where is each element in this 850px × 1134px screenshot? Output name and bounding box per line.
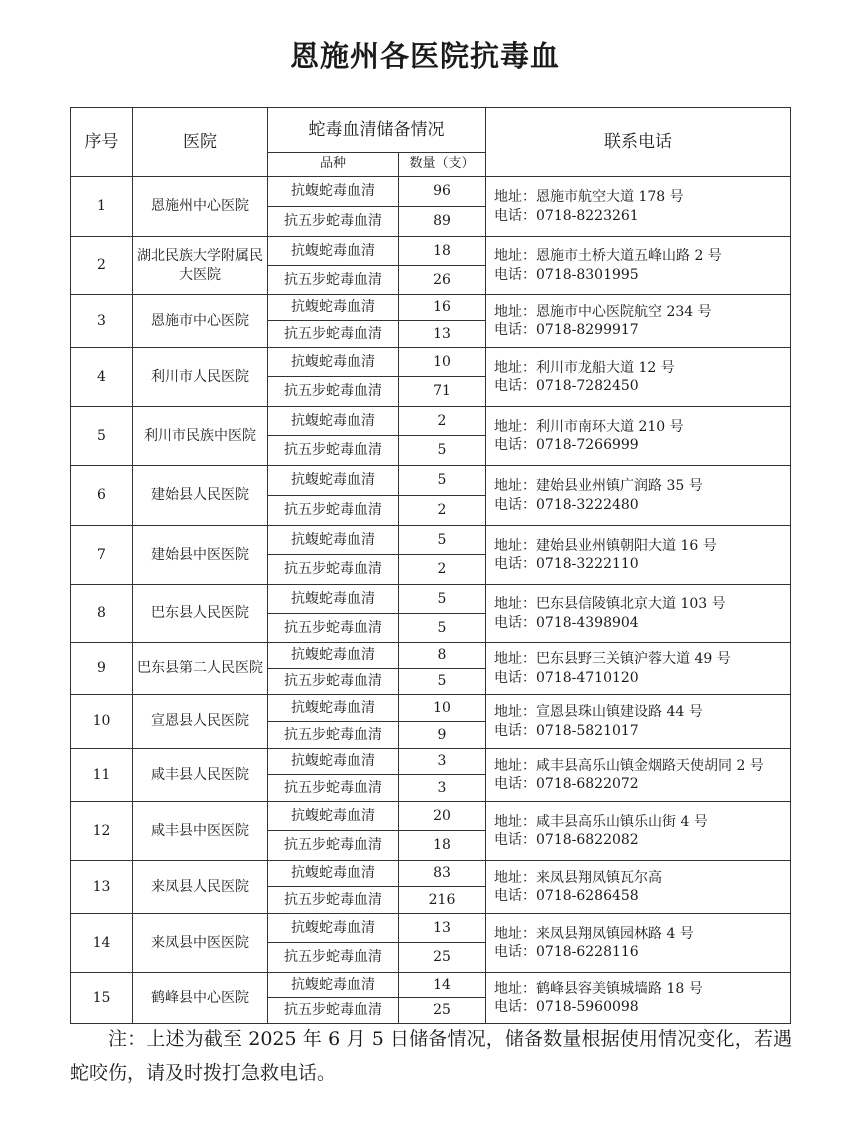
row-number: 7 [71,526,133,585]
address-text: 地址：建始县业州镇朝阳大道 16 号 [494,537,717,554]
address-text: 地址：恩施市土桥大道五峰山路 2 号 [494,248,722,265]
hospital-name: 建始县中医医院 [133,526,268,585]
phone-text: 电话：0718-3222110 [494,556,639,572]
page-title: 恩施州各医院抗毒血 [289,39,560,73]
table-row [71,348,791,377]
serum-type: 抗蝮蛇毒血清 [268,802,399,831]
hospital-name: 恩施市中心医院 [133,295,268,348]
header-quantity: 数量（支） [399,153,486,177]
contact-cell [486,802,791,861]
serum-quantity: 8 [399,643,486,669]
table-row [71,861,791,887]
serum-quantity: 5 [399,526,486,555]
hospital-name: 宣恩县人民医院 [133,695,268,749]
hospital-name: 恩施州中心医院 [133,177,268,237]
antivenom-table [70,107,791,1024]
hospital-name: 来凤县人民医院 [133,861,268,914]
header-serum-reserve: 蛇毒血清储备情况 [268,108,486,153]
serum-type: 抗蝮蛇毒血清 [268,914,399,943]
serum-quantity: 2 [399,496,486,526]
serum-quantity: 16 [399,295,486,321]
serum-type: 抗蝮蛇毒血清 [268,526,399,555]
serum-type: 抗蝮蛇毒血清 [268,973,399,998]
row-number: 4 [71,348,133,407]
contact-cell [486,643,791,695]
address-text: 地址：利川市龙船大道 12 号 [494,359,675,376]
hospital-name: 利川市民族中医院 [133,407,268,466]
address-text: 地址：建始县业州镇广润路 35 号 [494,478,703,495]
address-text: 地址：来凤县翔凤镇园林路 4 号 [494,925,694,942]
address-text: 地址：来凤县翔凤镇瓦尔高 [494,869,662,886]
serum-type: 抗五步蛇毒血清 [268,887,399,914]
serum-type: 抗五步蛇毒血清 [268,775,399,802]
row-number: 3 [71,295,133,348]
serum-type: 抗五步蛇毒血清 [268,555,399,585]
serum-quantity: 83 [399,861,486,887]
phone-text: 电话：0718-8301995 [494,266,639,283]
serum-type: 抗五步蛇毒血清 [268,998,399,1024]
address-text: 地址：恩施市航空大道 178 号 [494,189,684,206]
serum-type: 抗五步蛇毒血清 [268,436,399,466]
phone-text: 电话：0718-8223261 [494,207,639,224]
hospital-name: 湖北民族大学附属民大医院 [133,237,268,295]
hospital-name: 建始县人民医院 [133,466,268,526]
table-body [71,177,791,1024]
footnote: 注：上述为截至 2025 年 6 月 5 日储备情况，储备数量根据使用情况变化，若遇蛇咬伤，请及时拨打急救电话。 [70,1028,792,1084]
table-row [71,177,791,207]
phone-text: 电话：0718-6822072 [494,776,639,792]
hospital-name: 利川市人民医院 [133,348,268,407]
table-row [71,526,791,555]
hospital-name: 巴东县人民医院 [133,585,268,643]
serum-type: 抗五步蛇毒血清 [268,614,399,643]
hospital-name: 巴东县第二人民医院 [133,643,268,695]
serum-type: 抗五步蛇毒血清 [268,669,399,695]
phone-text: 电话：0718-7282450 [494,378,639,394]
phone-text: 电话：0718-8299917 [494,322,639,338]
row-number: 6 [71,466,133,526]
serum-quantity: 20 [399,802,486,831]
serum-type: 抗蝮蛇毒血清 [268,407,399,436]
serum-type: 抗五步蛇毒血清 [268,266,399,295]
contact-cell [486,348,791,407]
contact-cell [486,914,791,973]
phone-text: 电话：0718-3222480 [494,496,639,513]
table-row [71,973,791,998]
phone-text: 电话：0718-5821017 [494,722,639,739]
header-contact: 联系电话 [486,108,791,177]
serum-type: 抗蝮蛇毒血清 [268,177,399,207]
table-row [71,914,791,943]
table-row [71,466,791,496]
serum-quantity: 9 [399,722,486,749]
serum-quantity: 18 [399,831,486,861]
table-row [71,295,791,321]
header-index: 序号 [71,108,133,177]
serum-quantity: 71 [399,377,486,407]
serum-quantity: 26 [399,266,486,295]
serum-type: 抗蝮蛇毒血清 [268,695,399,722]
contact-cell [486,237,791,295]
row-number: 10 [71,695,133,749]
address-text: 地址：鹤峰县容美镇城墙路 18 号 [494,980,703,997]
header-variety: 品种 [268,153,399,177]
contact-cell [486,585,791,643]
serum-type: 抗五步蛇毒血清 [268,207,399,237]
contact-cell [486,177,791,237]
row-number: 13 [71,861,133,914]
serum-quantity: 2 [399,407,486,436]
serum-quantity: 10 [399,695,486,722]
address-text: 地址：咸丰县高乐山镇金烟路天使胡同 2 号 [494,757,764,774]
table-row [71,585,791,614]
serum-quantity: 5 [399,436,486,466]
serum-quantity: 14 [399,973,486,998]
serum-type: 抗五步蛇毒血清 [268,722,399,749]
contact-cell [486,695,791,749]
serum-quantity: 5 [399,466,486,496]
serum-type: 抗蝮蛇毒血清 [268,585,399,614]
serum-quantity: 3 [399,775,486,802]
row-number: 9 [71,643,133,695]
contact-cell [486,295,791,348]
serum-type: 抗蝮蛇毒血清 [268,237,399,266]
address-text: 地址：恩施市中心医院航空 234 号 [494,303,712,320]
contact-cell [486,466,791,526]
table-row [71,749,791,775]
serum-type: 抗五步蛇毒血清 [268,831,399,861]
serum-quantity: 216 [399,887,486,914]
serum-quantity: 5 [399,614,486,643]
serum-quantity: 10 [399,348,486,377]
hospital-name: 咸丰县中医医院 [133,802,268,861]
hospital-name: 来凤县中医医院 [133,914,268,973]
serum-type: 抗五步蛇毒血清 [268,943,399,973]
serum-type: 抗蝮蛇毒血清 [268,466,399,496]
serum-quantity: 3 [399,749,486,775]
row-number: 1 [71,177,133,237]
serum-quantity: 25 [399,943,486,973]
serum-quantity: 25 [399,998,486,1024]
hospital-name: 咸丰县人民医院 [133,749,268,802]
row-number: 2 [71,237,133,295]
table-header [71,108,791,177]
phone-text: 电话：0718-6286458 [494,888,639,904]
contact-cell [486,749,791,802]
serum-type: 抗蝮蛇毒血清 [268,749,399,775]
serum-quantity: 2 [399,555,486,585]
contact-cell [486,526,791,585]
row-number: 12 [71,802,133,861]
serum-type: 抗蝮蛇毒血清 [268,861,399,887]
table-row [71,643,791,669]
serum-type: 抗蝮蛇毒血清 [268,348,399,377]
serum-type: 抗蝮蛇毒血清 [268,295,399,321]
row-number: 5 [71,407,133,466]
serum-quantity: 96 [399,177,486,207]
phone-text: 电话：0718-4398904 [494,614,639,631]
phone-text: 电话：0718-6228116 [494,944,639,960]
row-number: 11 [71,749,133,802]
contact-cell [486,861,791,914]
serum-quantity: 13 [399,321,486,348]
table-row [71,237,791,266]
phone-text: 电话：0718-6822082 [494,832,639,848]
table-row [71,407,791,436]
serum-type: 抗蝮蛇毒血清 [268,643,399,669]
serum-quantity: 5 [399,585,486,614]
table-row [71,695,791,722]
row-number: 15 [71,973,133,1024]
address-text: 地址：宣恩县珠山镇建设路 44 号 [494,704,703,721]
header-hospital: 医院 [133,108,268,177]
row-number: 8 [71,585,133,643]
serum-quantity: 13 [399,914,486,943]
serum-type: 抗五步蛇毒血清 [268,496,399,526]
serum-quantity: 18 [399,237,486,266]
address-text: 地址：巴东县野三关镇沪蓉大道 49 号 [494,651,731,668]
phone-text: 电话：0718-4710120 [494,669,639,686]
table-row [71,802,791,831]
contact-cell [486,973,791,1024]
contact-cell [486,407,791,466]
address-text: 地址：利川市南环大道 210 号 [494,418,684,435]
address-text: 地址：巴东县信陵镇北京大道 103 号 [494,596,726,613]
address-text: 地址：咸丰县高乐山镇乐山街 4 号 [494,813,708,830]
phone-text: 电话：0718-5960098 [494,999,639,1015]
row-number: 14 [71,914,133,973]
hospital-name: 鹤峰县中心医院 [133,973,268,1024]
serum-type: 抗五步蛇毒血清 [268,321,399,348]
serum-quantity: 89 [399,207,486,237]
serum-type: 抗五步蛇毒血清 [268,377,399,407]
serum-quantity: 5 [399,669,486,695]
phone-text: 电话：0718-7266999 [494,437,639,453]
